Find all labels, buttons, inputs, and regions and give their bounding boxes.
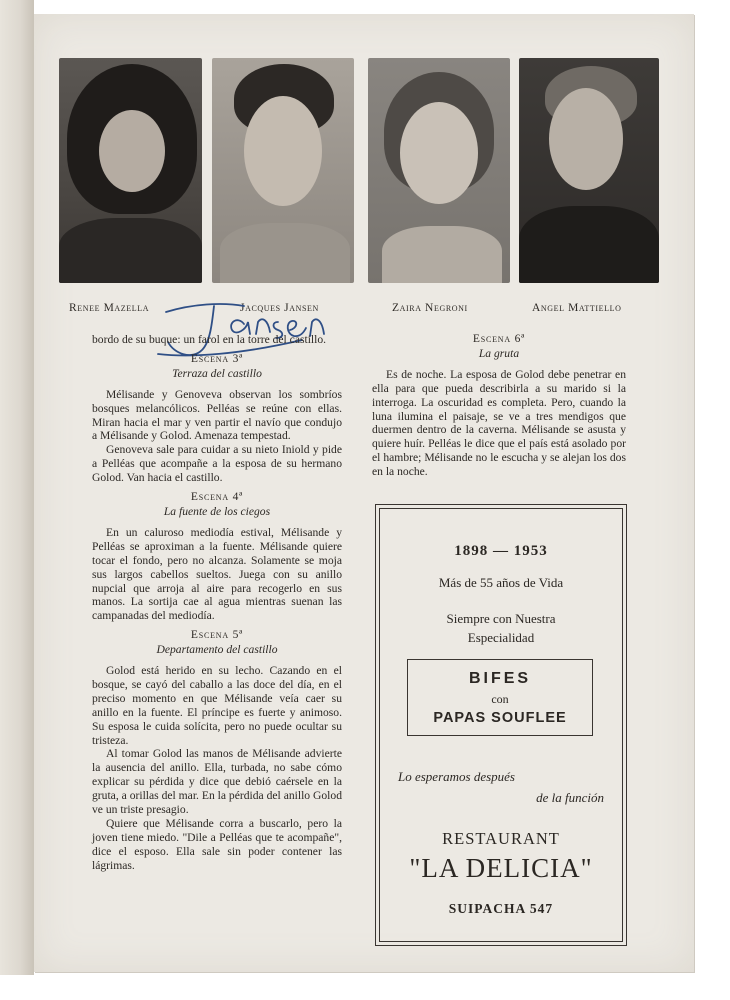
scene-6-title: La gruta bbox=[478, 346, 520, 360]
ad-con: con bbox=[491, 692, 509, 706]
right-column bbox=[372, 333, 626, 479]
photo-zaira-negroni bbox=[368, 58, 510, 283]
ad-tagline-1: Lo esperamos después bbox=[398, 769, 515, 784]
scene-3-heading: Escena 3ª bbox=[190, 352, 244, 365]
caption-renee-mazella: Renee Mazella bbox=[69, 302, 150, 314]
ad-restaurant-label: RESTAURANT bbox=[442, 829, 560, 848]
photo-renee-mazella bbox=[59, 58, 202, 283]
ad-line-1: Más de 55 años de Vida bbox=[438, 575, 564, 590]
left-column bbox=[92, 333, 342, 873]
caption-angel-mattiello: Angel Mattiello bbox=[532, 302, 622, 314]
ad-restaurant-name: "LA DELICIA" bbox=[409, 853, 593, 883]
scene-6-heading: Escena 6ª bbox=[472, 333, 526, 345]
ad-bifes: BIFES bbox=[468, 670, 532, 687]
scene-4-title: La fuente de los ciegos bbox=[163, 504, 271, 518]
scene-5-paragraph-3: Quiere que Mélisande corra a buscarlo, pero la joven tiene miedo. "Dile a Pelléas que te acompañe", dice el esposo. Ella sale sin poder contener las lágrimas. bbox=[92, 817, 342, 872]
scene-5-paragraph-2: Al tomar Golod las manos de Mélisande advierte la ausencia del anillo. Ella, turbada, no sabe cómo explicar su pérdida y dice que debió caérsele en la gruta, a orillas del mar. En la pérdida del anillo Golod ve un triste presagio. bbox=[92, 747, 342, 817]
scene-3-paragraph-1: Mélisande y Genoveva observan los sombríos bosques melancólicos. Pelléas se reúne con ellas. Miran hacia el mar y ven partir el navío que condujo a Mélisande y Golod. Amenaza tempestad. bbox=[92, 387, 342, 443]
scene-5-paragraph-1: Golod está herido en su lecho. Cazando en el bosque, se cayó del caballo a las doce del día, en el preciso momento en que Mélisande veía caer su anillo en la fuente. El príncipe es fuerte y animoso. Su esposa le cuida solícita, pero no puede ocultar su tristeza. bbox=[92, 664, 342, 747]
program-page bbox=[34, 14, 694, 972]
ad-address: SUIPACHA 547 bbox=[448, 901, 554, 916]
scene-6-paragraph-1: Es de noche. La esposa de Golod debe penetrar en ella para que pueda describirla a su marido si la interroga. La oscuridad es completa. Pero, cuando la luna ilumina el paisaje, se ve a tres mendigos que duermen dentro de la caverna. Mélisande se asusta y quiere huír. Pelléas le dice que el país está asolado por el hambre; Mélisande no le escucha y se alejan los dos en la noche. bbox=[372, 367, 626, 479]
ad-line-2: Siempre con Nuestra bbox=[446, 611, 556, 626]
photo-angel-mattiello bbox=[519, 58, 659, 283]
binding-edge bbox=[0, 0, 34, 975]
continuation-text: bordo de su buque: un farol en la torre del castillo. bbox=[92, 333, 327, 346]
scene-4-paragraph-1: En un caluroso mediodía estival, Mélisande y Pelléas se aproximan a la fuente. Mélisande quiere tocar el fondo, pero no alcanza. Solamente se moja sus largos cabellos sueltos. Juega con su anillo nupcial que arroja al aire para recogerlo en sus manos. La sortija cae al agua mientras suenan las campanadas del mediodía. bbox=[92, 525, 342, 623]
ad-tagline-2: de la función bbox=[536, 790, 604, 805]
caption-zaira-negroni: Zaira Negroni bbox=[392, 302, 468, 314]
scene-5-title: Departamento del castillo bbox=[156, 643, 278, 657]
ad-papas: PAPAS SOUFLEE bbox=[433, 710, 567, 726]
photo-jacques-jansen bbox=[212, 58, 354, 283]
scene-3-paragraph-2: Genoveva sale para cuidar a su nieto Iniold y pide a Pelléas que acompañe a la esposa de su hermano Golod. Van hacia el castillo. bbox=[92, 443, 342, 485]
scene-4-heading: Escena 4ª bbox=[190, 491, 244, 504]
caption-jacques-jansen: Jacques Jansen bbox=[240, 302, 319, 314]
scene-5-heading: Escena 5ª bbox=[190, 629, 244, 642]
specialty-box bbox=[407, 659, 593, 736]
restaurant-advertisement bbox=[379, 508, 623, 942]
ad-line-3: Especialidad bbox=[467, 630, 535, 645]
ad-years: 1898 — 1953 bbox=[454, 543, 548, 559]
scene-3-title: Terraza del castillo bbox=[172, 366, 262, 380]
